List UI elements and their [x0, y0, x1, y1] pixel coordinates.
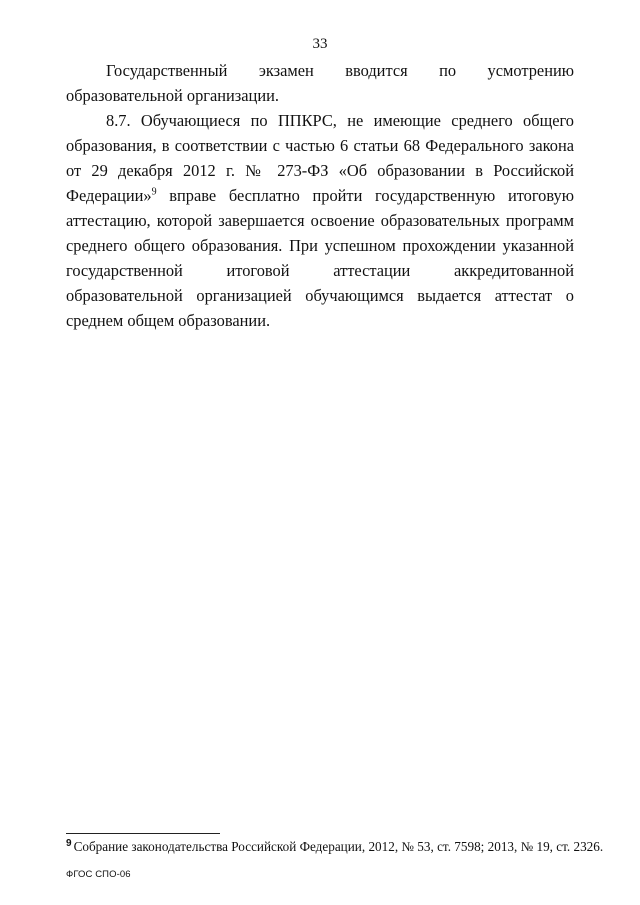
footnote-mark: 9	[66, 837, 72, 849]
page-number: 33	[312, 36, 328, 52]
paragraph-8-7-lead: 8.7. Обучающиеся по ППКРС, не имеющие среднего общего образования, в соответствии с частью 6 статьи 68 Федерального закона от 29 декабря 2012 г. № 273-ФЗ «Об образовании в Российской Федерации»	[66, 111, 574, 205]
footnote-separator	[66, 833, 220, 834]
footnote-text: Собрание законодательства Российской Федерации, 2012, № 53, ст. 7598; 2013, № 19, ст. 2326.	[73, 839, 604, 854]
paragraph-exam: Государственный экзамен вводится по усмотрению образовательной организации.	[66, 61, 574, 105]
footnote	[66, 838, 626, 856]
document-code: ФГОС СПО-06	[66, 869, 131, 880]
footnote-reference: 9	[151, 186, 157, 198]
body-text	[66, 58, 574, 333]
paragraph-8-7-rest: вправе бесплатно пройти государственную итоговую аттестацию, которой завершается освоение образовательных программ среднего общего образования. При успешном прохождении указанной государственной итоговой аттестации аккредитованной образовательной организацией обучающимся выдается аттестат о среднем общем образовании.	[66, 186, 574, 330]
paragraph-8-7	[66, 108, 574, 333]
